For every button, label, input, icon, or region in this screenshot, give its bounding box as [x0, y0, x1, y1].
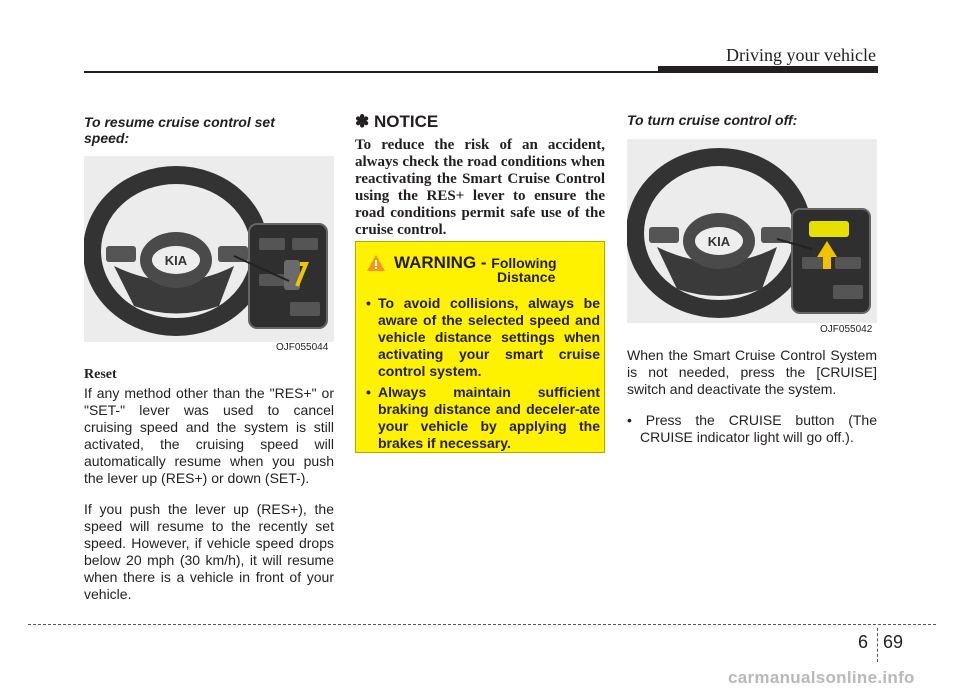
warning-triangle-icon: [366, 254, 386, 272]
warning-box: [355, 241, 605, 453]
svg-text:KIA: KIA: [164, 253, 188, 268]
section-title: Driving your vehicle: [726, 45, 876, 65]
notice-title: ✽ NOTICE: [355, 112, 439, 131]
image-code-right: OJF055042: [820, 324, 873, 335]
off-heading: To turn cruise control off:: [627, 112, 798, 128]
header-rule: [84, 71, 664, 73]
warning-title-line2: Distance: [497, 269, 556, 285]
footer-dashed-rule: [28, 624, 936, 625]
footer-divider: [877, 628, 878, 662]
resume-heading: To resume cruise control set speed:: [84, 114, 275, 146]
off-bullet: [627, 412, 877, 446]
warning-heading: [394, 253, 557, 285]
svg-text:KIA: KIA: [707, 234, 731, 249]
warning-list: [364, 295, 600, 456]
bullet-mark: •: [627, 412, 646, 428]
page-number: 69: [883, 632, 904, 652]
reset-paragraph-1: If any method other than the "RES+" or "SET-" lever was used to cancel cruising speed and the system is still activated, the cruising speed will automatically resume when you push the lever up (RES+) or down (SET-).: [84, 385, 334, 486]
watermark: carmanualsonline.info: [728, 668, 915, 687]
off-paragraph: When the Smart Cruise Control System is not needed, press the [CRUISE] switch and deactivate the system.: [627, 347, 877, 397]
steering-wheel-image-off: [627, 139, 877, 323]
warning-item: • To avoid collisions, always be aware of the selected speed and vehicle distance settings when activating your smart cruise control system.: [364, 295, 600, 380]
reset-subheading: Reset: [84, 367, 117, 382]
header-rule-thick: [658, 66, 878, 73]
image-code-left: OJF055044: [276, 342, 329, 353]
reset-paragraph-2: If you push the lever up (RES+), the speed will resume to the recently set speed. However, if vehicle speed drops below 20 mph (30 km/h), it will resume when there is a vehicle in front of your vehicle.: [84, 501, 334, 602]
chapter-number: 6: [858, 632, 869, 652]
steering-wheel-image-resume: [84, 156, 334, 342]
warning-label: WARNING -: [394, 253, 492, 272]
warning-item: • Always maintain sufficient braking distance and deceler-ate your vehicle by applying the brakes if necessary.: [364, 384, 600, 452]
warning-title-line1: Following: [491, 255, 557, 271]
notice-text: To reduce the risk of an accident, always check the road conditions when reactivating the Smart Cruise Control using the RES+ lever to ensure the road conditions permit safe use of the cruise control.: [355, 137, 605, 238]
off-bullet-text: Press the CRUISE button (The CRUISE indicator light will go off.).: [640, 412, 877, 445]
